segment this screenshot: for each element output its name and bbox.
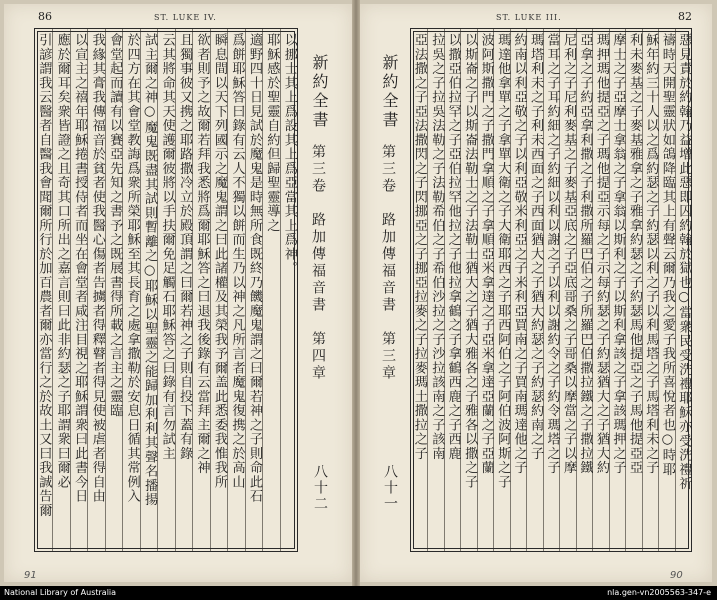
chapter-label: 第三卷 路加傳福音書 第三章 bbox=[380, 144, 396, 382]
column-text: 以宣主之禧年耶穌捲書授侍者而坐在會堂者咸注目視之耶穌謂衆曰此書今日 bbox=[72, 33, 88, 504]
text-column bbox=[477, 29, 494, 551]
column-text: 瞬息間以天下列國示之魔鬼謂之曰此諸權及其榮我予爾盖此悉委我惟我所 bbox=[211, 33, 227, 489]
text-column bbox=[280, 29, 298, 551]
left-page bbox=[4, 4, 352, 582]
text-column bbox=[510, 29, 527, 551]
column-text: 穌年約三十人以之爲約瑟之子約瑟以利之子以利馬塔之子馬塔利未之子 bbox=[643, 33, 659, 475]
page-number: 82 bbox=[678, 10, 692, 23]
running-head: ST. LUKE III. bbox=[496, 13, 562, 22]
column-text: 云其將命其天使護爾彼將以手扶爾免足觸石耶穌答之曰錄有言勿試主 bbox=[159, 33, 175, 461]
handwritten-number: 90 bbox=[670, 570, 683, 581]
column-text: 瑪達他拿單之子拿單大衛之子大衛耶西之子耶西阿伯之子阿伯波阿斯之子 bbox=[495, 33, 511, 489]
text-column bbox=[460, 29, 477, 551]
column-text: 當耳之子耳約細之子約細以利以謝之子以利以謝約令之子約令瑪塔之子 bbox=[544, 33, 560, 475]
text-column bbox=[675, 29, 692, 551]
text-column bbox=[245, 29, 263, 551]
column-text: 適野四十日見試於魔鬼是時無所食既終乃饑魔鬼謂之曰爾若神之子則命此石 bbox=[246, 33, 262, 504]
column-text: 引諺謂我云醫者自醫我會聞爾所行於加百農者爾亦當行之於故土又曰我誠告爾 bbox=[36, 33, 52, 518]
text-column bbox=[411, 29, 427, 551]
running-head: ST. LUKE IV. bbox=[154, 13, 217, 22]
page-number: 86 bbox=[38, 10, 52, 23]
column-text: 瑪押瑪他提亞之子瑪他提亞示每之子示每約瑟之子約瑟猶大之子猶大約 bbox=[594, 33, 609, 475]
text-column bbox=[592, 29, 609, 551]
column-text: 惡見責於約翰乃益增此惡即囚約翰於獄也○當衆民受洗禮耶穌亦受洗禮祈 bbox=[676, 33, 692, 491]
text-column bbox=[559, 29, 576, 551]
text-column bbox=[444, 29, 461, 551]
margin-page-number: 八十一 bbox=[382, 464, 398, 512]
column-text: 禱時天開聖靈狀如鴿降臨其上有聲云爾乃我之愛子我所喜悅者也○時耶 bbox=[659, 33, 675, 477]
text-column bbox=[493, 29, 510, 551]
text-column bbox=[105, 29, 123, 551]
column-text: 以撒亞伯拉罕之子亞伯拉罕他拉之子他拉拿鶴之子拿鶴西鹿之子西鹿 bbox=[445, 33, 461, 461]
column-text: 應於爾耳矣衆皆證之且奇其口所出之嘉言則曰此非約瑟之子耶謂衆曰爾必 bbox=[54, 33, 70, 489]
column-text: 以斯崙之子以斯崙法勒士之子法勒士猶大之子猶大雅各之子雅各以撒之子 bbox=[462, 33, 478, 489]
chapter-label: 第三卷 路加傳福音書 第四章 bbox=[310, 144, 326, 382]
text-column bbox=[642, 29, 659, 551]
text-column bbox=[576, 29, 593, 551]
footer-identifier: nla.gen-vn2005563-347-e bbox=[607, 588, 711, 597]
column-text: 欲者則予之故爾若拜我悉將爲爾耶穌答之曰退我後錄有云當拜主爾之神 bbox=[194, 33, 210, 475]
text-block bbox=[410, 28, 692, 552]
text-column bbox=[87, 29, 105, 551]
column-text: 爲餅耶穌答曰錄有云人不獨以餅而生乃以神之凡所言者魔鬼復携之於高山 bbox=[229, 33, 245, 489]
text-block bbox=[34, 28, 298, 552]
text-column bbox=[52, 29, 70, 551]
text-column bbox=[210, 29, 228, 551]
footer-bar bbox=[0, 586, 717, 600]
margin-page-number: 八十二 bbox=[312, 464, 328, 512]
column-text: 約南以利亞敬之子以利亞敬米利亞之子米利亞買南之子買南瑪達他之子 bbox=[511, 33, 527, 475]
text-column bbox=[526, 29, 543, 551]
column-text: 拉吳之子拉吳法勒之子法勒希伯之子希伯沙拉之子沙拉該南之子該南 bbox=[429, 33, 445, 461]
text-column bbox=[35, 29, 52, 551]
book-gutter bbox=[352, 0, 360, 586]
text-column bbox=[192, 29, 210, 551]
handwritten-number: 91 bbox=[24, 570, 37, 581]
column-text: 瑪塔利未之子利未西面之子西面猶大之子猶大約瑟之子約瑟約南之子 bbox=[528, 33, 544, 461]
column-text: 且獨事彼又携之耶路撒冷立於殿頂謂之曰爾若神之子則自投下蓋有錄 bbox=[177, 33, 193, 461]
book-title: 新約全書 bbox=[380, 54, 399, 130]
book-title: 新約全書 bbox=[310, 54, 329, 130]
text-column bbox=[70, 29, 88, 551]
right-page bbox=[360, 4, 712, 582]
column-text: 試主爾之神○魔鬼既盡其試則暫離之○耶穌以聖靈之能歸加利利其聲名播揚 bbox=[142, 33, 158, 507]
column-text: 會堂起而讀有以賽亞先知之書予之既展書得所載之言主之靈臨 bbox=[107, 33, 123, 418]
column-text: 亞法撒之子亞法撒閃之子閃挪亞之子挪亞拉麥之子拉麥瑪土撒拉之子 bbox=[411, 33, 427, 461]
text-column bbox=[122, 29, 140, 551]
column-text: 亞拿之子約亞拿利撒之子利撒所羅巴伯之子所羅巴伯撒拉鐵之子撒拉鐵 bbox=[577, 33, 593, 475]
text-column bbox=[625, 29, 642, 551]
text-column bbox=[157, 29, 175, 551]
column-text: 以挪士其上爲設其上爲亞當其上爲神。 bbox=[281, 33, 297, 276]
text-column bbox=[609, 29, 626, 551]
column-text: 利未麥基之子麥基雅拿之子雅拿約瑟之子約瑟馬他提亞之子馬他提亞亞 bbox=[626, 33, 642, 475]
column-text: 於四方在其會堂教誨爲衆所榮耶穌至其長育之處拿撒勒於安息日循其常例入 bbox=[124, 33, 140, 504]
footer-attribution: National Library of Australia bbox=[4, 588, 117, 597]
text-column bbox=[262, 29, 280, 551]
column-text: 尼利之子尼利麥基之子麥基亞底之子亞底哥桑之子哥桑以摩當之子以摩 bbox=[561, 33, 577, 475]
text-column bbox=[140, 29, 158, 551]
column-text: 耶穌感於聖靈自約但歸聖靈導之 bbox=[264, 33, 280, 233]
column-text: 我緣其膏我傳福音於貧者使我醫心傷者告擄者得釋瞽者得見使被虐者得自由 bbox=[89, 33, 105, 504]
column-text: 摩士之子亞摩士拿翁之子拿翁以斯利之子以斯利拿該之子拿該瑪押之子 bbox=[610, 33, 626, 475]
text-column bbox=[543, 29, 560, 551]
text-column bbox=[227, 29, 245, 551]
text-column bbox=[658, 29, 675, 551]
text-column bbox=[427, 29, 444, 551]
column-text: 波阿斯撒門之子撒門拿順之子拿順亞米拿達之子亞米拿達亞蘭之子亞蘭 bbox=[478, 33, 494, 475]
text-column bbox=[175, 29, 193, 551]
